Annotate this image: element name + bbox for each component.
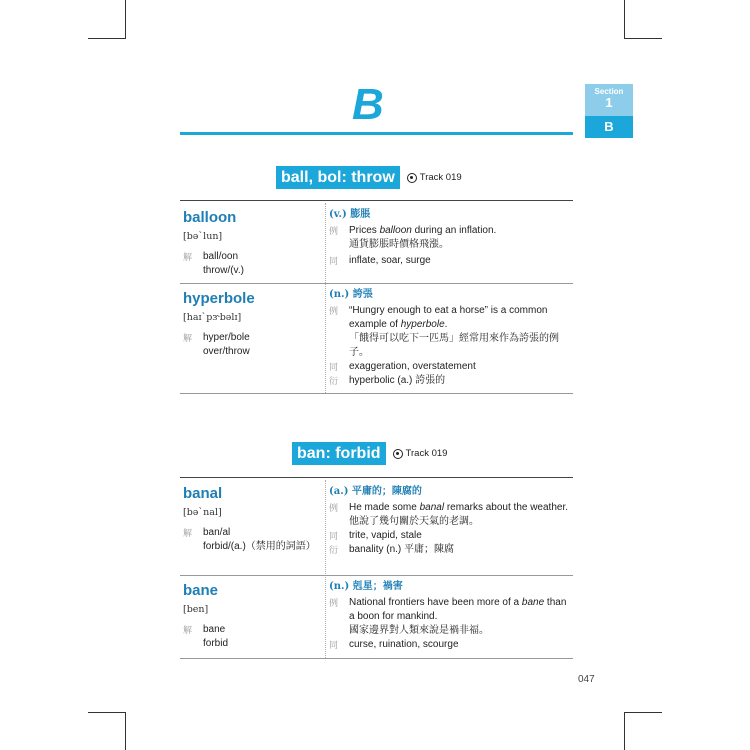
table-top-rule <box>180 477 573 478</box>
entry-word-block <box>183 290 255 359</box>
pronunciation: [bəˋlun] <box>183 231 223 242</box>
synonym-row: 同 exaggeration, overstatement <box>329 361 476 372</box>
pronunciation: [bəˋnal] <box>183 507 222 518</box>
part-of-speech: (n.) 誇張 <box>329 289 373 300</box>
entry-definition-block <box>329 208 569 268</box>
word-parse: 解 ban/al forbid/(a.)（禁用的詞語） <box>183 527 316 552</box>
entry-divider <box>180 283 573 284</box>
crop-mark <box>624 712 662 713</box>
root-title: ban: forbid <box>292 442 386 465</box>
entry-definition-block <box>329 288 569 388</box>
entry-divider <box>180 575 573 576</box>
pronunciation: [ben] <box>183 604 209 615</box>
crop-mark <box>125 712 126 750</box>
example-row: 例 He made some banal remarks about the weather. 他說了幾句關於天氣的老調。 <box>329 502 569 527</box>
audio-disc-icon <box>393 449 403 459</box>
entry-definition-block <box>329 485 569 557</box>
crop-mark <box>624 0 625 38</box>
headword: balloon <box>183 209 237 226</box>
headword: banal <box>183 485 223 502</box>
example-row: 例 National frontiers have been more of a bane than a boon for mankind. 國家邊界對人類來說是禍非福。 <box>329 597 567 636</box>
entry-word-block <box>183 582 228 651</box>
table-bottom-rule <box>180 658 573 659</box>
synonym-row: 同 curse, ruination, scourge <box>329 639 459 650</box>
crop-mark <box>88 712 126 713</box>
part-of-speech: (a.) 平庸的；陳腐的 <box>329 486 422 497</box>
word-parse: 解 bane forbid <box>183 624 229 649</box>
track-label: Track 019 <box>405 448 448 459</box>
section-label: Section <box>594 87 624 96</box>
track-label: Track 019 <box>419 172 462 183</box>
example-row: 例 Prices balloon during an inflation. 通貨膨脹時價格飛漲。 <box>329 225 497 250</box>
derivative-row: 衍 hyperbolic (a.) 誇張的 <box>329 375 446 386</box>
chapter-letter: B <box>352 80 382 129</box>
root-heading-1 <box>276 166 462 189</box>
title-rule <box>180 132 573 135</box>
entry-word-block <box>183 209 244 278</box>
page-number: 047 <box>578 674 595 685</box>
synonym-row: 同 inflate, soar, surge <box>329 255 431 266</box>
part-of-speech: (n.) 剋星；禍害 <box>329 581 403 592</box>
section-letter: B <box>585 116 633 138</box>
pronunciation: [haɪˋpɝbəlɪ] <box>183 312 242 323</box>
headword: hyperbole <box>183 290 255 307</box>
entry-definition-block <box>329 580 569 652</box>
audio-track[interactable] <box>407 172 462 183</box>
synonym-row: 同 trite, vapid, stale <box>329 530 422 541</box>
entry-word-block <box>183 485 316 554</box>
crop-mark <box>624 712 625 750</box>
word-parse: 解 ball/oon throw/(v.) <box>183 251 244 276</box>
column-divider <box>325 203 326 393</box>
word-parse: 解 hyper/bole over/throw <box>183 332 250 357</box>
section-tab <box>585 84 633 138</box>
crop-mark <box>624 38 662 39</box>
crop-mark <box>88 38 126 39</box>
audio-disc-icon <box>407 173 417 183</box>
column-divider <box>325 480 326 658</box>
part-of-speech: (v.) 膨脹 <box>329 209 371 220</box>
derivative-row: 衍 banality (n.) 平庸；陳腐 <box>329 544 455 555</box>
table-bottom-rule <box>180 393 573 394</box>
root-heading-2 <box>292 442 447 465</box>
section-number: 1 <box>605 95 613 110</box>
root-title: ball, bol: throw <box>276 166 400 189</box>
example-row: 例 “Hungry enough to eat a horse” is a common example of hyperbole. 「餓得可以吃下一匹馬」經常用來作為誇張的例子。 <box>329 305 559 358</box>
crop-mark <box>125 0 126 38</box>
headword: bane <box>183 582 219 599</box>
audio-track[interactable] <box>393 448 448 459</box>
table-top-rule <box>180 200 573 201</box>
